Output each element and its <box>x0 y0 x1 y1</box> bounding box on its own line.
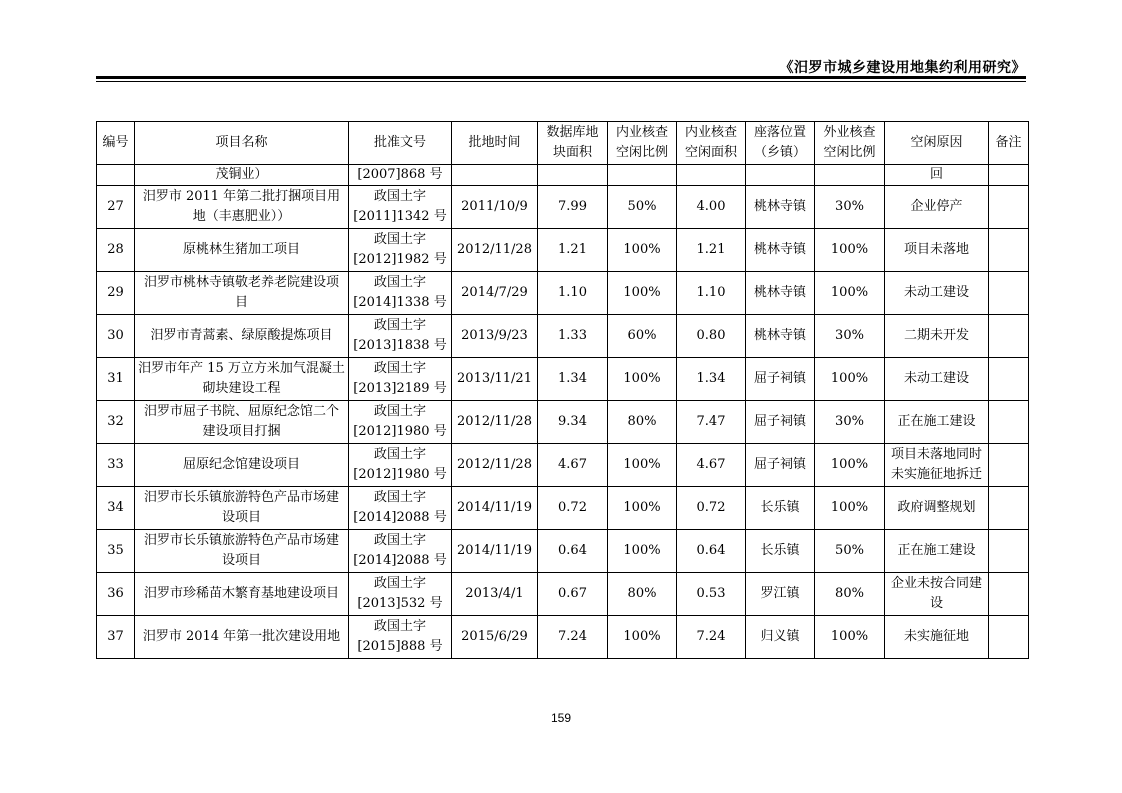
cell-area: 1.21 <box>538 229 608 272</box>
cell-note <box>989 487 1029 530</box>
column-header-location: 座落位置（乡镇） <box>746 122 815 165</box>
table-row <box>97 401 1029 444</box>
cell-ratio-out: 100% <box>815 444 885 487</box>
cell-area-in: 7.24 <box>677 616 746 659</box>
table-row <box>97 186 1029 229</box>
cell-date: 2015/6/29 <box>452 616 538 659</box>
cell-name: 汨罗市年产 15 万立方米加气混凝土砌块建设工程 <box>135 358 349 401</box>
cell-ratio-in: 100% <box>608 229 677 272</box>
column-header-no: 编号 <box>97 122 135 165</box>
cell-date: 2014/11/19 <box>452 530 538 573</box>
cell-reason: 项目未落地同时未实施征地拆迁 <box>885 444 989 487</box>
cell-note <box>989 616 1029 659</box>
cell-date: 2014/7/29 <box>452 272 538 315</box>
column-header-approval: 批准文号 <box>349 122 452 165</box>
column-header-area-in: 内业核查空闲面积 <box>677 122 746 165</box>
cell-location: 长乐镇 <box>746 487 815 530</box>
cell-approval <box>349 530 452 573</box>
cell-name: 屈原纪念馆建设项目 <box>135 444 349 487</box>
cell-note <box>989 573 1029 616</box>
cell-area-in: 0.72 <box>677 487 746 530</box>
table-row <box>97 272 1029 315</box>
column-header-note: 备注 <box>989 122 1029 165</box>
document-title: 《汨罗市城乡建设用地集约利用研究》 <box>779 60 1026 76</box>
cell-area: 9.34 <box>538 401 608 444</box>
table-row <box>97 444 1029 487</box>
cell-date: 2011/10/9 <box>452 186 538 229</box>
cell-no <box>97 165 135 186</box>
cell-reason: 项目未落地 <box>885 229 989 272</box>
approval-number: [2014]1338 号 <box>353 295 447 310</box>
table-row <box>97 573 1029 616</box>
header-rule-thin <box>96 81 1026 82</box>
cell-no: 33 <box>97 444 135 487</box>
cell-ratio-out: 50% <box>815 530 885 573</box>
cell-ratio-out: 100% <box>815 229 885 272</box>
cell-note <box>989 401 1029 444</box>
approval-number: [2013]2189 号 <box>353 381 447 396</box>
approval-authority: 政国土字 <box>373 361 426 376</box>
cell-no: 32 <box>97 401 135 444</box>
cell-ratio-out: 30% <box>815 186 885 229</box>
cell-location: 罗江镇 <box>746 573 815 616</box>
cell-name: 原桃林生猪加工项目 <box>135 229 349 272</box>
cell-note <box>989 530 1029 573</box>
cell-no: 35 <box>97 530 135 573</box>
cell-reason: 二期未开发 <box>885 315 989 358</box>
cell-reason: 正在施工建设 <box>885 401 989 444</box>
cell-date: 2012/11/28 <box>452 444 538 487</box>
cell-ratio-out: 100% <box>815 272 885 315</box>
cell-location: 桃林寺镇 <box>746 272 815 315</box>
cell-area-in: 0.80 <box>677 315 746 358</box>
cell-area-in: 1.34 <box>677 358 746 401</box>
cell-location: 屈子祠镇 <box>746 401 815 444</box>
cell-ratio-in: 100% <box>608 616 677 659</box>
cell-date: 2013/4/1 <box>452 573 538 616</box>
cell-reason: 回 <box>885 165 989 186</box>
cell-area: 1.10 <box>538 272 608 315</box>
approval-authority: 政国土字 <box>373 318 426 333</box>
cell-ratio-in: 100% <box>608 272 677 315</box>
cell-location: 桃林寺镇 <box>746 315 815 358</box>
approval-number: [2014]2088 号 <box>353 553 447 568</box>
column-header-reason: 空闲原因 <box>885 122 989 165</box>
approval-number: [2013]1838 号 <box>353 338 447 353</box>
table-row <box>97 229 1029 272</box>
cell-area <box>538 165 608 186</box>
page-number: 159 <box>550 711 572 725</box>
table-row <box>97 358 1029 401</box>
cell-approval <box>349 272 452 315</box>
column-header-ratio-out: 外业核查空闲比例 <box>815 122 885 165</box>
cell-ratio-in: 100% <box>608 487 677 530</box>
approval-authority: 政国土字 <box>373 576 426 591</box>
cell-ratio-out: 80% <box>815 573 885 616</box>
cell-area-in <box>677 165 746 186</box>
approval-authority: 政国土字 <box>373 404 426 419</box>
cell-ratio-out: 100% <box>815 487 885 530</box>
cell-reason: 企业停产 <box>885 186 989 229</box>
cell-approval: [2007]868 号 <box>349 165 452 186</box>
cell-date: 2014/11/19 <box>452 487 538 530</box>
cell-reason: 正在施工建设 <box>885 530 989 573</box>
cell-name: 汨罗市长乐镇旅游特色产品市场建设项目 <box>135 530 349 573</box>
cell-area: 0.67 <box>538 573 608 616</box>
cell-approval <box>349 358 452 401</box>
cell-location: 长乐镇 <box>746 530 815 573</box>
cell-area-in: 7.47 <box>677 401 746 444</box>
cell-area-in: 0.64 <box>677 530 746 573</box>
cell-name: 汨罗市 2014 年第一批次建设用地 <box>135 616 349 659</box>
cell-note <box>989 229 1029 272</box>
cell-no: 34 <box>97 487 135 530</box>
approval-number: [2012]1982 号 <box>353 252 447 267</box>
cell-date: 2012/11/28 <box>452 229 538 272</box>
cell-location: 屈子祠镇 <box>746 358 815 401</box>
cell-name: 茂铜业） <box>135 165 349 186</box>
cell-area: 1.34 <box>538 358 608 401</box>
cell-location: 归义镇 <box>746 616 815 659</box>
approval-authority: 政国土字 <box>373 533 426 548</box>
cell-note <box>989 315 1029 358</box>
cell-area: 1.33 <box>538 315 608 358</box>
cell-area-in: 4.67 <box>677 444 746 487</box>
cell-reason: 未动工建设 <box>885 272 989 315</box>
column-header-area: 数据库地块面积 <box>538 122 608 165</box>
cell-ratio-in: 100% <box>608 530 677 573</box>
cell-approval <box>349 573 452 616</box>
cell-ratio-out <box>815 165 885 186</box>
table-row <box>97 616 1029 659</box>
cell-approval <box>349 444 452 487</box>
approval-number: [2015]888 号 <box>357 639 443 654</box>
cell-ratio-in: 100% <box>608 358 677 401</box>
cell-no: 36 <box>97 573 135 616</box>
approval-number: [2011]1342 号 <box>353 209 447 224</box>
approval-authority: 政国土字 <box>373 232 426 247</box>
cell-ratio-in <box>608 165 677 186</box>
cell-date <box>452 165 538 186</box>
approval-authority: 政国土字 <box>373 189 426 204</box>
column-header-name: 项目名称 <box>135 122 349 165</box>
cell-note <box>989 444 1029 487</box>
cell-no: 29 <box>97 272 135 315</box>
cell-no: 37 <box>97 616 135 659</box>
header-rule-thick <box>96 76 1026 79</box>
cell-area: 4.67 <box>538 444 608 487</box>
cell-ratio-in: 100% <box>608 444 677 487</box>
cell-area-in: 1.10 <box>677 272 746 315</box>
cell-location: 桃林寺镇 <box>746 229 815 272</box>
approval-authority: 政国土字 <box>373 490 426 505</box>
cell-name: 汨罗市 2011 年第二批打捆项目用地（丰惠肥业）） <box>135 186 349 229</box>
cell-approval <box>349 487 452 530</box>
approval-number: [2014]2088 号 <box>353 510 447 525</box>
cell-ratio-out: 30% <box>815 401 885 444</box>
cell-no: 31 <box>97 358 135 401</box>
cell-ratio-out: 30% <box>815 315 885 358</box>
cell-name: 汨罗市桃林寺镇敬老养老院建设项目 <box>135 272 349 315</box>
cell-note <box>989 186 1029 229</box>
cell-area: 0.72 <box>538 487 608 530</box>
cell-note <box>989 358 1029 401</box>
table-row-continuation <box>97 165 1029 186</box>
column-header-date: 批地时间 <box>452 122 538 165</box>
cell-date: 2012/11/28 <box>452 401 538 444</box>
cell-name: 汨罗市珍稀苗木繁育基地建设项目 <box>135 573 349 616</box>
cell-ratio-in: 50% <box>608 186 677 229</box>
cell-ratio-out: 100% <box>815 358 885 401</box>
cell-ratio-in: 80% <box>608 573 677 616</box>
cell-location <box>746 165 815 186</box>
cell-area: 7.24 <box>538 616 608 659</box>
cell-area-in: 0.53 <box>677 573 746 616</box>
cell-name: 汨罗市长乐镇旅游特色产品市场建设项目 <box>135 487 349 530</box>
cell-note <box>989 165 1029 186</box>
column-header-ratio-in: 内业核查空闲比例 <box>608 122 677 165</box>
cell-area: 0.64 <box>538 530 608 573</box>
approval-authority: 政国土字 <box>373 619 426 634</box>
cell-name: 汨罗市青蒿素、绿原酸提炼项目 <box>135 315 349 358</box>
approval-number: [2013]532 号 <box>357 596 443 611</box>
approval-authority: 政国土字 <box>373 447 426 462</box>
cell-reason: 未动工建设 <box>885 358 989 401</box>
approval-number: [2012]1980 号 <box>353 467 447 482</box>
cell-reason: 未实施征地 <box>885 616 989 659</box>
cell-date: 2013/9/23 <box>452 315 538 358</box>
cell-ratio-in: 60% <box>608 315 677 358</box>
table-row <box>97 530 1029 573</box>
idle-land-table <box>96 121 1029 659</box>
cell-location: 桃林寺镇 <box>746 186 815 229</box>
table-header-row <box>97 122 1029 165</box>
cell-no: 30 <box>97 315 135 358</box>
cell-location: 屈子祠镇 <box>746 444 815 487</box>
cell-no: 27 <box>97 186 135 229</box>
cell-area-in: 1.21 <box>677 229 746 272</box>
cell-reason: 政府调整规划 <box>885 487 989 530</box>
cell-approval <box>349 616 452 659</box>
cell-area: 7.99 <box>538 186 608 229</box>
cell-name: 汨罗市屈子书院、屈原纪念馆二个建设项目打捆 <box>135 401 349 444</box>
cell-note <box>989 272 1029 315</box>
approval-authority: 政国土字 <box>373 275 426 290</box>
approval-number: [2012]1980 号 <box>353 424 447 439</box>
cell-ratio-out: 100% <box>815 616 885 659</box>
cell-no: 28 <box>97 229 135 272</box>
cell-reason: 企业未按合同建设 <box>885 573 989 616</box>
cell-approval <box>349 401 452 444</box>
cell-approval <box>349 186 452 229</box>
cell-approval <box>349 229 452 272</box>
cell-ratio-in: 80% <box>608 401 677 444</box>
table-row <box>97 487 1029 530</box>
cell-approval <box>349 315 452 358</box>
table-row <box>97 315 1029 358</box>
cell-date: 2013/11/21 <box>452 358 538 401</box>
cell-area-in: 4.00 <box>677 186 746 229</box>
